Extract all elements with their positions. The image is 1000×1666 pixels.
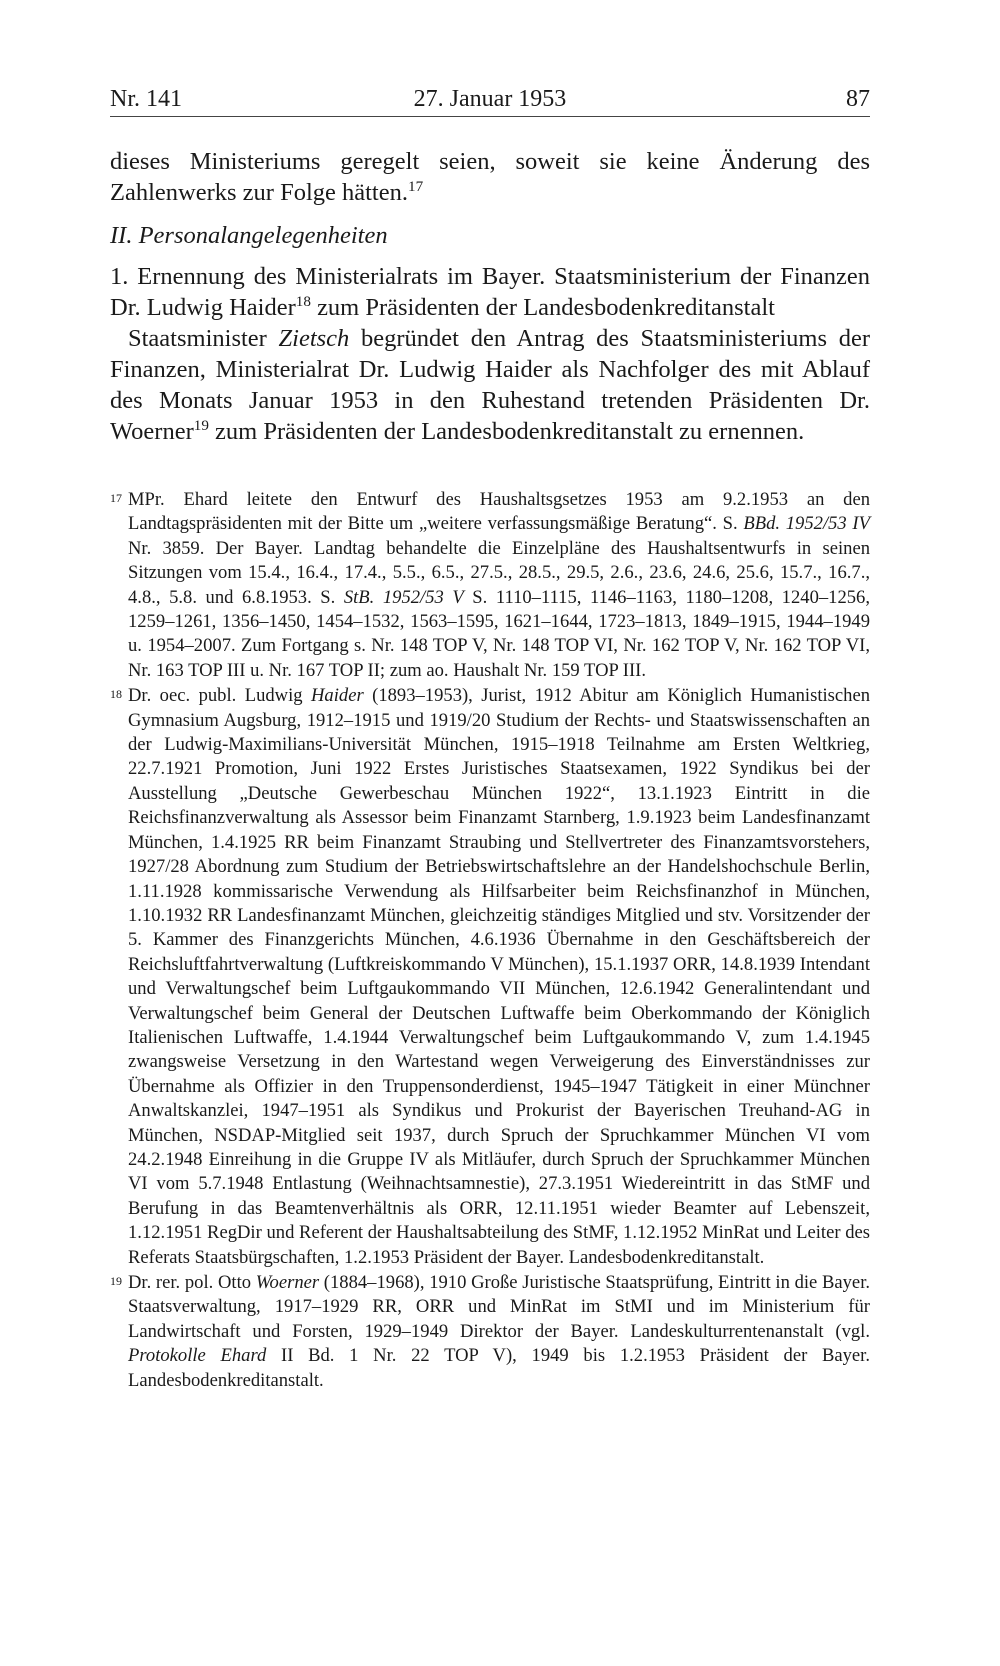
- footnote-19: 19 Dr. rer. pol. Otto Woerner (1884–1968), 1910 Große Juristische Staatsprüfung, Eintritt in die Bayer. Staatsverwaltung, 1917–1929 RR, ORR und MinRat im StMI und im Ministerium für Landwirtschaft und Forsten, 1929–1949 Direktor der Bayer. Landeskulturrentenanstalt (vgl. Protokolle Ehard II Bd. 1 Nr. 22 TOP V), 1949 bis 1.2.1953 Präsident der Bayer. Landesbodenkreditanstalt.: [110, 1271, 870, 1393]
- footnote-ref-19[interactable]: 19: [193, 416, 209, 434]
- footnote-number: 19: [110, 1274, 122, 1288]
- footnote-ref-18[interactable]: 18: [295, 292, 311, 310]
- footnote-number: 18: [110, 687, 122, 702]
- footnote-17: 17 MPr. Ehard leitete den Entwurf des Haushaltsgsetzes 1953 am 9.2.1953 an den Landtagspräsidenten mit der Bitte um „weitere verfassungsmäßige Beratung“. S. BBd. 1952/53 IV Nr. 3859. Der Bayer. Landtag behandelte die Einzelpläne des Haushaltsentwurfs in seinen Sitzungen vom 15.4., 16.4., 17.4., 5.5., 6.5., 27.5., 28.5., 29.5, 2.6., 23.6, 24.6, 25.6, 15.7., 16.7., 4.8., 5.8. und 6.8.1953. S. StB. 1952/53 V S. 1110–1115, 1146–1163, 1180–1208, 1240–1256, 1259–1261, 1356–1450, 1454–1532, 1563–1595, 1621–1644, 1723–1813, 1849–1915, 1944–1949 u. 1954–2007. Zum Fortgang s. Nr. 148 TOP V, Nr. 148 TOP VI, Nr. 162 TOP V, Nr. 162 TOP VI, Nr. 163 TOP III u. Nr. 167 TOP II; zum ao. Haushalt Nr. 159 TOP III.: [110, 488, 870, 683]
- agenda-item-title: 1. Ernennung des Ministerialrats im Bayer. Staatsministerium der Finanzen Dr. Ludwig Haider$^{18}$ zum Präsidenten der Landesbodenkreditanstalt: [110, 263, 870, 321]
- minister-name: Zietsch: [278, 325, 350, 352]
- footnote-number: 17: [110, 491, 122, 505]
- footnote-18: 18 Dr. oec. publ. Ludwig Haider (1893–1953), Jurist, 1912 Abitur am Königlich Humanistischen Gymnasium Augsburg, 1912–1915 und 1919/20 Studium der Rechts- und Staatswissenschaften an der Ludwig-Maximilians-Universität München, 1915–1918 Teilnahme am Ersten Weltkrieg, 22.7.1921 Promotion, Juni 1922 Erstes Juristisches Staatsexamen, 1922 Syndikus bei der Ausstellung „Deutsche Gewerbeschau München 1922“, 13.1.1923 Eintritt in die Reichsfinanzverwaltung als Assessor beim Finanzamt Starnberg, 1.9.1923 beim Landesfinanzamt München, 1.4.1925 RR beim Finanzamt Straubing und Stellvertreter des Finanzamtsvorstehers, 1927/28 Abordnung zum Studium der Betriebswirtschaftslehre an der Handelshochschule Berlin, 1.11.1928 kommissarische Verwendung als Hilfsarbeiter beim Reichsfinanzhof in München, 1.10.1932 RR Landesfinanzamt München, gleichzeitig ständiges Mitglied und stv. Vorsitzender der 5. Kammer des Finanzgerichts München, 4.6.1936 Übernahme in den Geschäftsbereich der Reichsluftfahrtverwaltung (Luftkreiskommando V München), 15.1.1937 ORR, 14.8.1939 Intendant und Verwaltungschef beim Luftgaukommando VII München, 12.6.1942 Generalintendant und Verwaltungschef beim General der Deutschen Luftwaffe beim Oberkommando der Königlich Italienischen Luftwaffe, 1.4.1944 Verwaltungschef beim Luftgaukommando V, zum 1.4.1945 zwangsweise Versetzung in den Wartestand wegen Verweigerung des Einverständnisses zur Übernahme als Offizier in den Truppensonderdienst, 1945–1947 Tätigkeit in einer Münchner Anwaltskanzlei, 1947–1951 als Syndikus und Prokurist der Bayerischen Treuhand-AG in München, NSDAP-Mitglied seit 1937, durch Spruch der Spruchkammer München VI vom 24.2.1948 Einreihung in die Gruppe IV als Mitläufer, durch Spruch der Spruchkammer München VI vom 5.7.1948 Entlastung (Weihnachtsamnestie), 27.3.1951 Wiedereintritt in das StMF und Berufung in das Beamtenverhältnis als ORR, 12.11.1951 wieder Beamter auf Lebenszeit, 1.12.1951 RegDir und Referent der Haushaltsabteilung des StMF, 1.12.1952 MinRat und Leiter des Referats Staatsbürgschaften, 1.2.1953 Präsident der Bayer. Landesbodenkreditanstalt.: [110, 684, 870, 1270]
- footnotes: [110, 488, 870, 1394]
- footnote-ref-17[interactable]: 17: [407, 177, 424, 195]
- paragraph-motion: Staatsminister Zietsch begründet den Antrag des Staatsministeriums der Finanzen, Ministerialrat Dr. Ludwig Haider als Nachfolger des mit Ablauf des Monats Januar 1953 in den Ruhestand tretenden Präsidenten Dr. Woerner$^{19}$ zum Präsidenten der Landesbodenkreditanstalt zu ernennen.: [110, 325, 870, 445]
- header-date: 27. Januar 1953: [413, 86, 567, 112]
- paragraph-continuation: dieses Ministeriums geregelt seien, soweit sie keine Änderung des Zahlenwerks zur Folge hätten.$^{17}$: [110, 148, 870, 206]
- running-header: [110, 82, 870, 117]
- page-number: 87: [846, 86, 870, 112]
- main-text: [110, 146, 870, 447]
- document-number: Nr. 141: [110, 86, 182, 112]
- section-heading: II. Personalangelegenheiten: [110, 222, 388, 249]
